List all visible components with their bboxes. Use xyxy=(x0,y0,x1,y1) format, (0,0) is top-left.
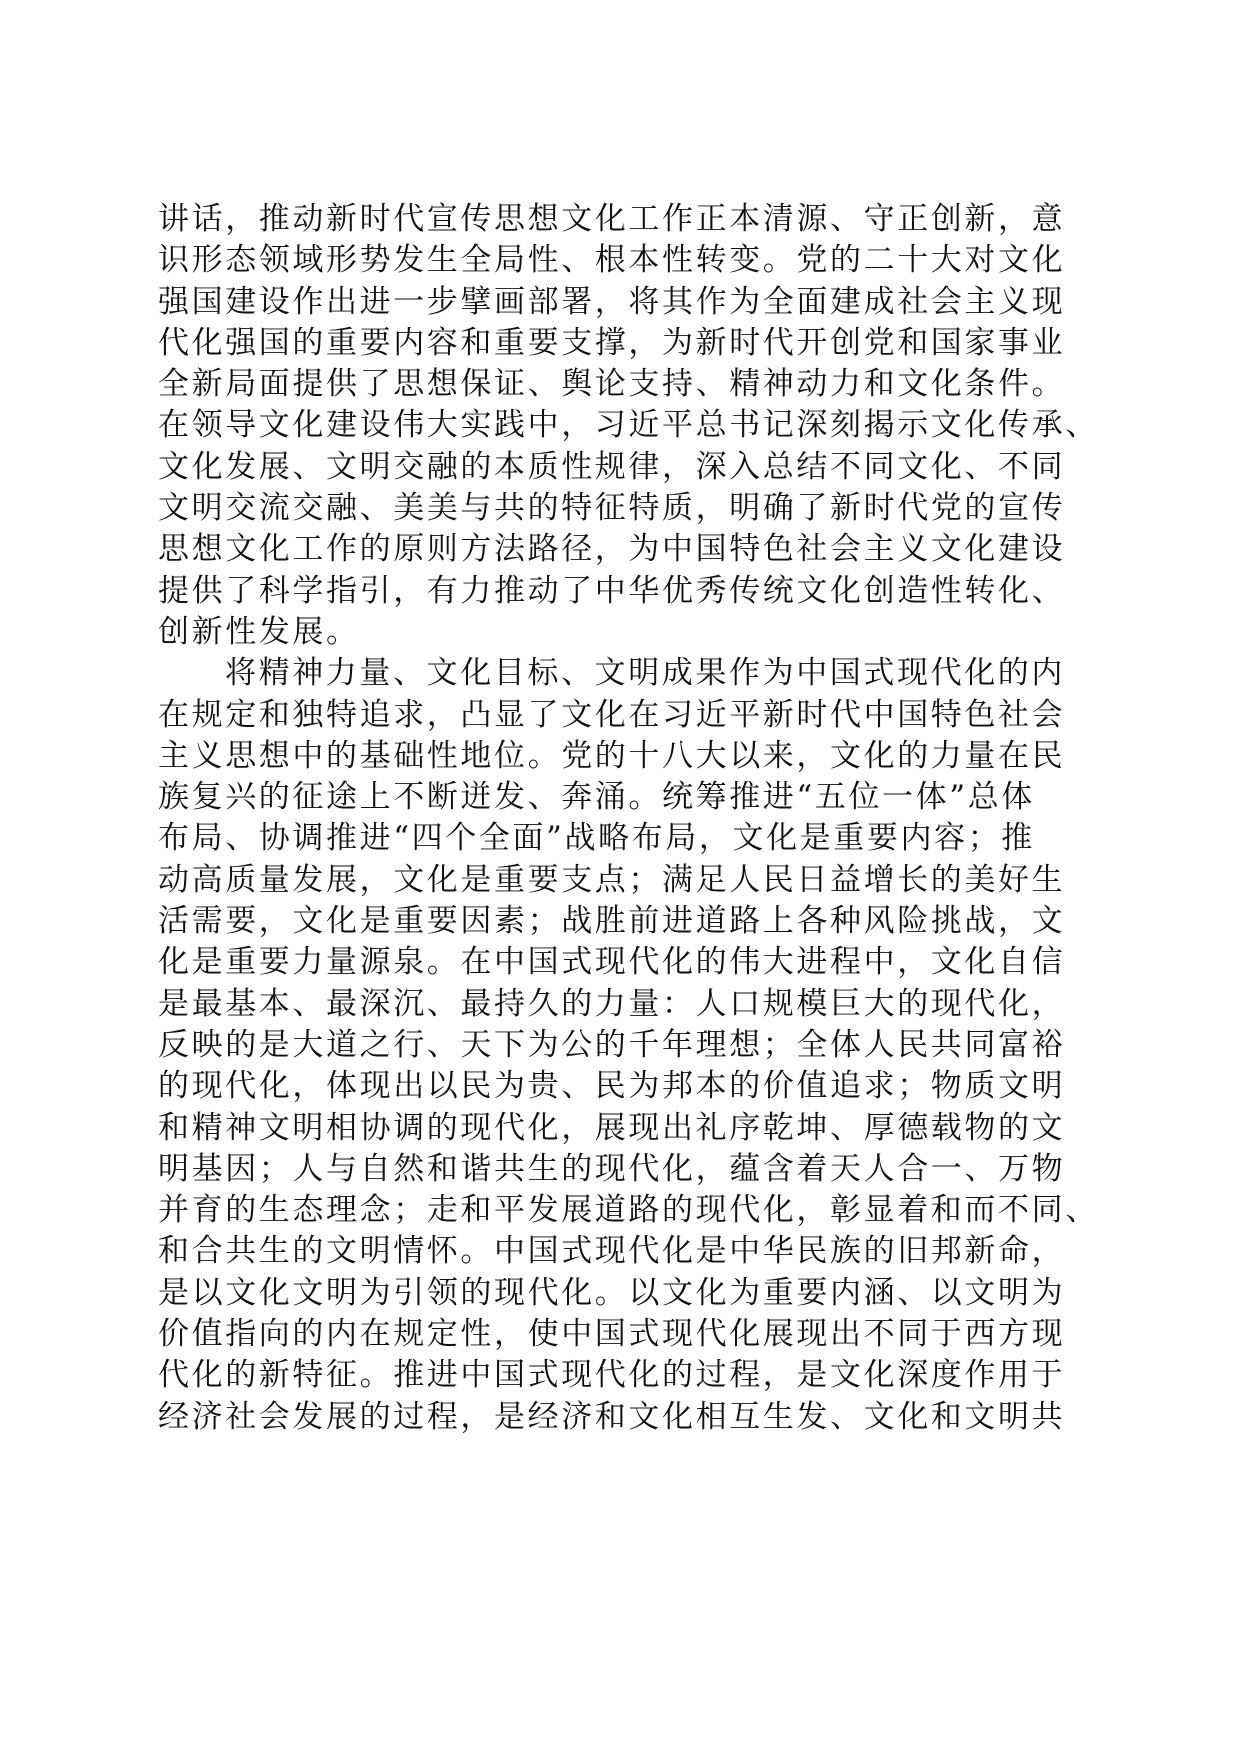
text-line: 文化发展、文明交融的本质性规律，深入总结不同文化、不同 xyxy=(158,448,1066,485)
text-line: 经济社会发展的过程，是经济和文化相互生发、文化和文明共 xyxy=(158,1398,1066,1435)
text-line: 价值指向的内在规定性，使中国式现代化展现出不同于西方现 xyxy=(158,1316,1066,1353)
text-line: 代化强国的重要内容和重要支撑，为新时代开创党和国家事业 xyxy=(158,324,1066,361)
text-line: 的现代化，体现出以民为贵、民为邦本的价值追求；物质文明 xyxy=(158,1068,1066,1105)
text-line: 族复兴的征途上不断迸发、奔涌。统筹推进“五位一体”总体 xyxy=(158,779,1035,816)
text-line: 明基因；人与自然和谐共生的现代化，蕴含着天人合一、万物 xyxy=(158,1150,1066,1187)
text-line: 和精神文明相协调的现代化，展现出礼序乾坤、厚德载物的文 xyxy=(158,1109,1066,1146)
text-line: 强国建设作出进一步擘画部署，将其作为全面建成社会主义现 xyxy=(158,283,1066,320)
text-line: 在领导文化建设伟大实践中，习近平总书记深刻揭示文化传承、 xyxy=(158,407,1099,444)
text-line: 将精神力量、文化目标、文明成果作为中国式现代化的内 xyxy=(225,655,1065,692)
document-body xyxy=(158,199,1118,1438)
paragraph-2 xyxy=(158,653,1118,1438)
text-line: 是以文化文明为引领的现代化。以文化为重要内涵、以文明为 xyxy=(158,1274,1066,1311)
text-line: 动高质量发展，文化是重要支点；满足人民日益增长的美好生 xyxy=(158,861,1066,898)
text-line: 识形态领域形势发生全局性、根本性转变。党的二十大对文化 xyxy=(158,242,1066,279)
text-line: 是最基本、最深沉、最持久的力量：人口规模巨大的现代化， xyxy=(158,985,1066,1022)
text-line: 布局、协调推进“四个全面”战略布局，文化是重要内容；推 xyxy=(158,820,1035,857)
text-line: 并育的生态理念；走和平发展道路的现代化，彰显着和而不同、 xyxy=(158,1192,1099,1229)
text-line: 活需要，文化是重要因素；战胜前进道路上各种风险挑战，文 xyxy=(158,903,1066,940)
text-line: 和合共生的文明情怀。中国式现代化是中华民族的旧邦新命， xyxy=(158,1233,1066,1270)
text-line: 代化的新特征。推进中国式现代化的过程，是文化深度作用于 xyxy=(158,1357,1066,1394)
paragraph-1 xyxy=(158,199,1118,653)
text-line: 文明交流交融、美美与共的特征特质，明确了新时代党的宣传 xyxy=(158,490,1066,527)
text-line: 讲话，推动新时代宣传思想文化工作正本清源、守正创新，意 xyxy=(158,201,1066,237)
text-line: 提供了科学指引，有力推动了中华优秀传统文化创造性转化、 xyxy=(158,572,1066,609)
paragraphs xyxy=(158,199,1118,1438)
text-line: 创新性发展。 xyxy=(158,613,360,650)
text-line: 化是重要力量源泉。在中国式现代化的伟大进程中，文化自信 xyxy=(158,944,1066,981)
text-line: 在规定和独特追求，凸显了文化在习近平新时代中国特色社会 xyxy=(158,696,1066,733)
text-line: 反映的是大道之行、天下为公的千年理想；全体人民共同富裕 xyxy=(158,1026,1066,1063)
text-line: 主义思想中的基础性地位。党的十八大以来，文化的力量在民 xyxy=(158,737,1066,774)
text-line: 思想文化工作的原则方法路径，为中国特色社会主义文化建设 xyxy=(158,531,1066,568)
text-line: 全新局面提供了思想保证、舆论支持、精神动力和文化条件。 xyxy=(158,366,1066,403)
